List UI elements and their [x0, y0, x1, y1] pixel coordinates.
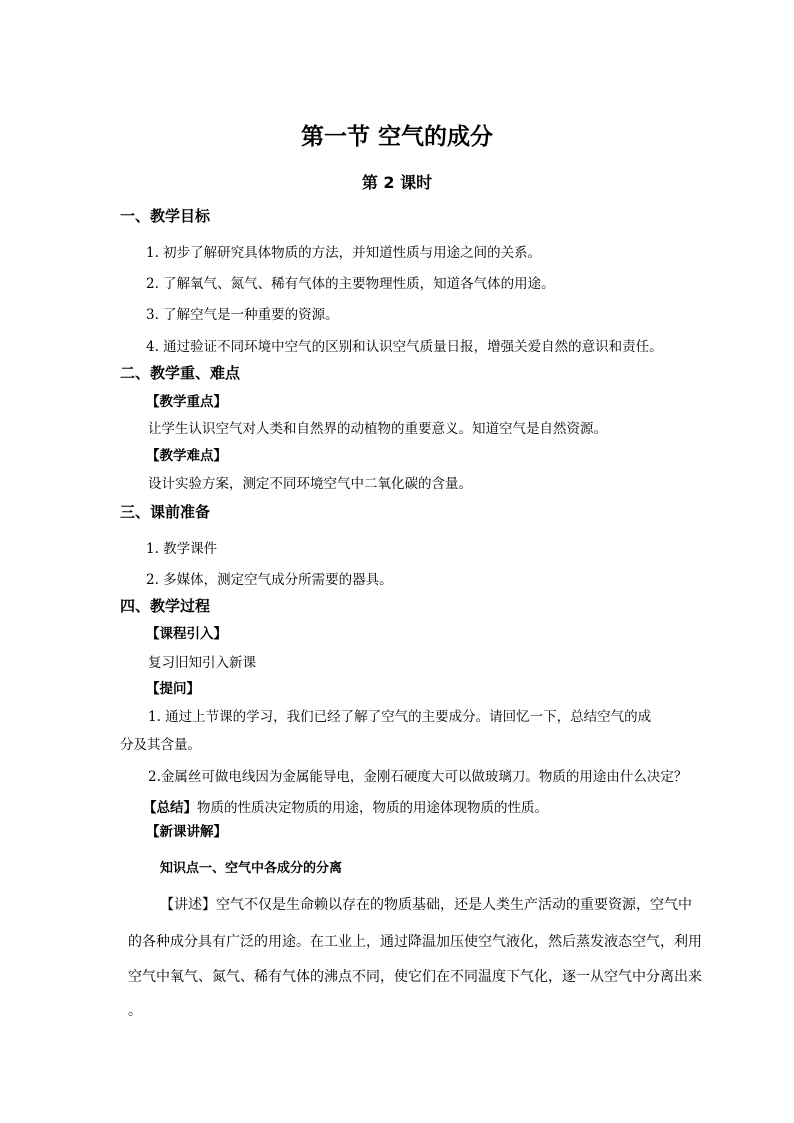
lesson-subtitle: 第 2 课时	[361, 173, 433, 192]
question-1-line-1: 1. 通过上节课的学习，我们已经了解了空气的主要成分。请回忆一下，总结空气的成	[148, 709, 652, 725]
lecture-line-2: 的各种成分具有广泛的用途。在工业上，通过降温加压使空气液化，然后蒸发液态空气，利用	[128, 934, 702, 950]
section-heading-key-difficult: 二、教学重、难点	[120, 364, 241, 382]
section-heading-preparation: 三、课前准备	[120, 503, 211, 521]
section-heading-objectives: 一、教学目标	[120, 207, 211, 225]
lecture-text-1: 空气不仅是生命赖以存在的物质基础，还是人类生产活动的重要资源，空气中	[216, 897, 692, 913]
course-intro-label: 【课程引入】	[146, 626, 227, 642]
question-label: 【提问】	[146, 681, 200, 697]
objective-item-3: 3. 了解空气是一种重要的资源。	[146, 307, 339, 323]
objective-item-4: 4. 通过验证不同环境中空气的区别和认识空气质量日报，增强关爱自然的意识和责任。	[146, 339, 663, 355]
question-1-line-2: 分及其含量。	[120, 737, 201, 753]
section-heading-process: 四、教学过程	[120, 597, 211, 615]
question-2: 2.金属丝可做电线因为金属能导电，金刚石硬度大可以做玻璃刀。物质的用途由什么决定？	[148, 769, 688, 785]
lecture-line-4: 。	[128, 1003, 142, 1019]
summary-text: 物质的性质决定物质的用途，物质的用途体现物质的性质。	[197, 800, 548, 816]
new-lesson-label: 【新课讲解】	[146, 824, 227, 840]
preparation-item-1: 1. 教学课件	[146, 541, 218, 557]
preparation-item-2: 2. 多媒体，测定空气成分所需要的器具。	[146, 572, 393, 588]
key-point-label: 【教学重点】	[146, 394, 227, 410]
page-title: 第一节 空气的成分	[300, 124, 493, 150]
summary-line	[143, 802, 548, 816]
lecture-line-3: 空气中氧气、氮气、稀有气体的沸点不同，使它们在不同温度下气化，逐一从空气中分离出来	[128, 969, 702, 985]
difficulty-text: 设计实验方案，测定不同环境空气中二氧化碳的含量。	[148, 476, 472, 492]
difficulty-label: 【教学难点】	[146, 448, 227, 464]
objective-item-2: 2. 了解氧气、氮气、稀有气体的主要物理性质，知道各气体的用途。	[146, 276, 555, 292]
course-intro-text: 复习旧知引入新课	[148, 655, 256, 671]
knowledge-point-heading: 知识点一、空气中各成分的分离	[160, 861, 343, 876]
lecture-line-1	[160, 898, 692, 912]
lecture-label: 【讲述】	[160, 897, 216, 913]
objective-item-1: 1. 初步了解研究具体物质的方法，并知道性质与用途之间的关系。	[146, 245, 542, 261]
summary-label: 【总结】	[143, 800, 197, 816]
key-point-text: 让学生认识空气对人类和自然界的动植物的重要意义。知道空气是自然资源。	[148, 421, 607, 437]
